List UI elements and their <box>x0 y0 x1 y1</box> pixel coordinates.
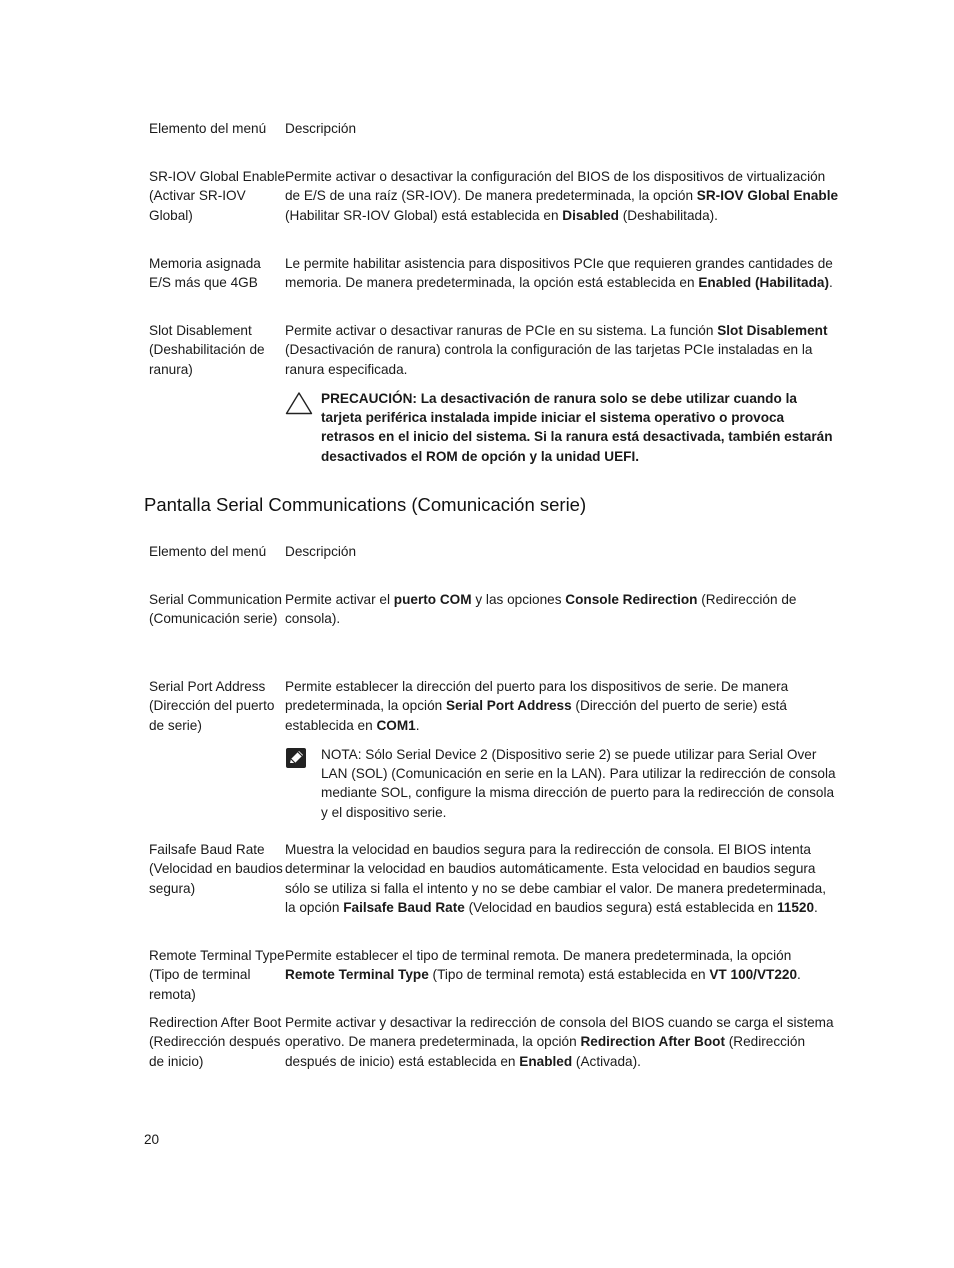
bold-term: Console Redirection <box>565 592 698 607</box>
row-term: SR-IOV Global Enable (Activar SR-IOV Global) <box>149 169 286 223</box>
caution-block <box>285 389 839 466</box>
text-segment: Muestra la velocidad en baudios segura para la redirección de consola. El BIOS intenta determinar la velocidad en baudios automáticamente. Esta velocidad en baudios segura sólo se utiliza si falla el intento y no se debe cambiar el valor. De manera predeterminada, la opción <box>285 842 827 915</box>
table-header <box>149 542 839 590</box>
row-term: Failsafe Baud Rate (Velocidad en baudios segura) <box>149 842 283 896</box>
text-segment: (Deshabilitada). <box>618 207 718 223</box>
header-description: Descripción <box>285 544 357 559</box>
menu-table-1 <box>149 119 839 466</box>
row-term: Slot Disablement (Deshabilitación de ranura) <box>149 323 265 377</box>
header-menu-item: Elemento del menú <box>149 544 267 559</box>
text-segment: Permite activar y desactivar la redirección de consola del BIOS cuando se carga el sistema operativo. De manera predeterminada, la opción <box>285 1015 834 1050</box>
note-block <box>285 745 839 822</box>
bold-term: Failsafe Baud Rate <box>343 899 465 915</box>
text-segment: (Velocidad en baudios segura) está establecida en <box>464 899 777 915</box>
text-segment: Le permite habilitar asistencia para dispositivos PCIe que requieren grandes cantidades de memoria. De manera predeterminada, la opción está establecida en <box>285 256 833 291</box>
bold-term: Redirection After Boot <box>580 1034 725 1050</box>
text-segment: Permite activar o desactivar la configuración del BIOS de los dispositivos de virtualización de E/S de una raíz (SR-IOV). De manera predeterminada, la opción <box>285 169 826 204</box>
text-segment: (Tipo de terminal remota) está establecida en <box>428 967 710 983</box>
row-term: Serial Port Address (Dirección del puerto de serie) <box>149 679 275 733</box>
table-row <box>149 840 839 946</box>
row-description-container <box>285 321 839 466</box>
bold-term: Slot Disablement <box>717 323 828 338</box>
row-description <box>285 1013 839 1071</box>
bold-term: Remote Terminal Type <box>285 967 429 983</box>
text-segment: (Habilitar SR-IOV Global) está establecida en <box>285 207 563 223</box>
text-segment: . <box>797 967 801 983</box>
text-segment: Permite establecer la dirección del puerto para los dispositivos de serie. De manera predeterminada, la opción <box>285 679 789 714</box>
pencil-note-icon <box>285 745 311 774</box>
bold-term: SR-IOV Global Enable <box>696 188 839 204</box>
menu-table-2 <box>149 542 839 1071</box>
bold-term: VT 100/VT220 <box>709 967 798 983</box>
section-title: Pantalla Serial Communications (Comunicación serie) <box>144 494 587 515</box>
header-menu-item: Elemento del menú <box>149 121 267 136</box>
row-term: Memoria asignada E/S más que 4GB <box>149 256 261 291</box>
row-term: Redirection After Boot (Redirección después de inicio) <box>149 1015 282 1069</box>
text-segment: . <box>814 899 818 915</box>
note-body: Sólo Serial Device 2 (Dispositivo serie 2) se puede utilizar para Serial Over LAN (SOL) (Comunicación en serie en la LAN). Para utilizar la redirección de consola mediante SOL, configure la misma dirección de puerto para la redirección de consola y el dispositivo serie. <box>321 746 836 820</box>
bold-term: puerto COM <box>393 592 472 607</box>
row-description <box>285 677 839 735</box>
row-description <box>285 254 839 293</box>
note-label: NOTA: <box>321 746 362 762</box>
bold-term: COM1 <box>376 717 416 733</box>
bold-term: Enabled <box>519 1053 573 1069</box>
table-row <box>149 677 839 840</box>
text-segment: . <box>829 275 833 291</box>
table-row <box>149 254 839 321</box>
row-term: Serial Communication (Comunicación serie) <box>149 592 282 627</box>
note-text <box>321 745 839 822</box>
row-description <box>285 946 839 985</box>
row-description <box>285 590 839 629</box>
text-segment: (Redirección de consola). <box>285 592 797 627</box>
row-description <box>285 840 839 917</box>
row-description-container <box>285 677 839 822</box>
bold-term: Serial Port Address <box>445 698 572 714</box>
text-segment: Permite activar o desactivar ranuras de PCIe en su sistema. La función <box>285 323 718 338</box>
table-row <box>149 1013 839 1071</box>
bold-term: Disabled <box>562 207 619 223</box>
text-segment: (Dirección del puerto de serie) está establecida en <box>285 698 787 733</box>
text-segment: (Activada). <box>572 1053 641 1069</box>
row-term: Remote Terminal Type (Tipo de terminal remota) <box>149 948 285 1002</box>
page-number: 20 <box>144 1132 160 1147</box>
text-segment: (Redirección después de inicio) está establecida en <box>285 1034 806 1069</box>
text-segment: (Desactivación de ranura) controla la configuración de las tarjetas PCIe instaladas en la ranura especificada. <box>285 342 813 377</box>
text-segment: Permite activar el <box>285 592 394 607</box>
table-row <box>149 946 839 1013</box>
text-segment: y las opciones <box>471 592 566 607</box>
table-header <box>149 119 839 167</box>
table-row <box>149 167 839 254</box>
header-description: Descripción <box>285 121 357 136</box>
table-row <box>149 321 839 466</box>
row-description <box>285 321 839 379</box>
bold-term: Enabled (Habilitada) <box>698 275 830 291</box>
caution-text: PRECAUCIÓN: La desactivación de ranura solo se debe utilizar cuando la tarjeta periférica instalada impide iniciar el sistema operativo o provoca retrasos en el inicio del sistema. Si la ranura está desactivada, también estarán desactivados el ROM de opción y la unidad UEFI. <box>321 390 833 464</box>
text-segment: . <box>415 717 420 733</box>
row-description <box>285 167 839 225</box>
bold-term: 11520 <box>776 899 815 915</box>
table-row <box>149 590 839 677</box>
warning-triangle-icon <box>285 389 311 420</box>
text-segment: Permite establecer el tipo de terminal remota. De manera predeterminada, la opción <box>285 948 792 963</box>
